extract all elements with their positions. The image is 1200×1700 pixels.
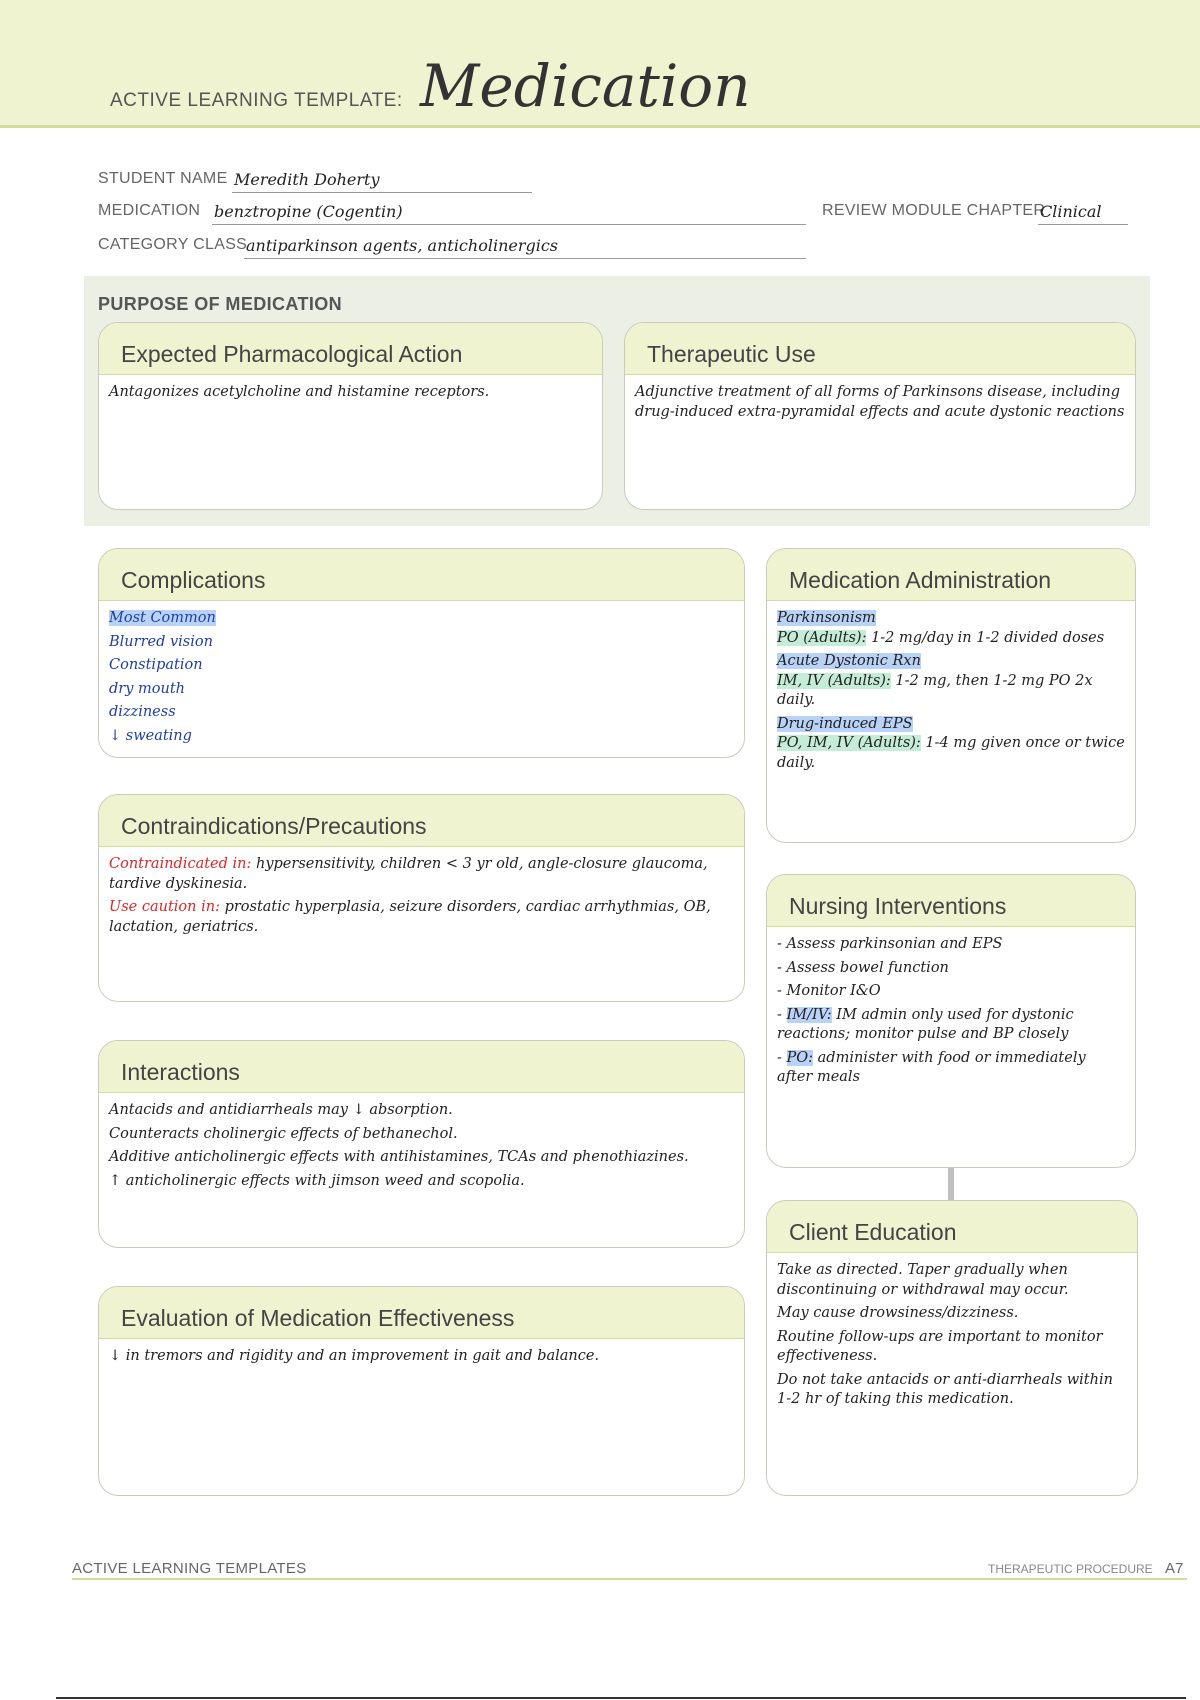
student-name-line: [232, 192, 532, 193]
client-education-card: [766, 1200, 1138, 1496]
nursing-body[interactable]: - Assess parkinsonian and EPS - Assess bowel function - Monitor I&O - IM/IV: IM admin only used for dystonic reactions; monitor pulse and BP closely - PO: administer with food or immediately after meals: [767, 927, 1135, 1100]
complication-item: dizziness: [109, 704, 176, 721]
footer-divider: [72, 1578, 1187, 1580]
interaction-line: ↑ anticholinergic effects with jimson weed and scopolia.: [109, 1172, 525, 1189]
nursing-card: [766, 874, 1136, 1168]
caution-label: Use caution in:: [109, 899, 220, 916]
interactions-title: Interactions: [99, 1041, 744, 1093]
review-module-label: REVIEW MODULE CHAPTER: [822, 202, 1046, 219]
interaction-line: Antacids and antidiarrheals may ↓ absorption.: [109, 1102, 453, 1118]
education-line: Take as directed. Taper gradually when discontinuing or withdrawal may occur.: [777, 1262, 1069, 1298]
admin-dose: 1-2 mg/day in 1-2 divided doses: [871, 629, 1105, 646]
therapeutic-use-title: Therapeutic Use: [625, 323, 1135, 375]
medication-label: MEDICATION: [98, 202, 201, 219]
category-class-field[interactable]: antiparkinson agents, anticholinergics: [246, 236, 559, 255]
admin-route: IM, IV (Adults):: [777, 672, 891, 689]
complication-item: Blurred vision: [109, 633, 213, 650]
client-education-body[interactable]: [767, 1253, 1137, 1422]
footer-left-label: ACTIVE LEARNING TEMPLATES: [72, 1560, 307, 1577]
therapeutic-use-text[interactable]: Adjunctive treatment of all forms of Parkinsons disease, including drug-induced extra-pyramidal effects and acute dystonic reactions: [635, 384, 1125, 420]
footer-code: A7: [1165, 1560, 1184, 1577]
nursing-item: - Assess parkinsonian and EPS: [777, 936, 1003, 952]
contraindicated-label: Contraindicated in:: [109, 856, 252, 872]
category-class-line: [244, 258, 806, 259]
admin-section-heading: Drug-induced EPS: [777, 715, 913, 732]
connector-line: [948, 1168, 954, 1202]
complication-item: ↓ sweating: [109, 727, 192, 744]
category-class-label: CATEGORY CLASS: [98, 236, 248, 253]
admin-section-heading: Parkinsonism: [777, 610, 876, 626]
expected-action-card: [98, 322, 603, 510]
page-title: Medication: [420, 52, 751, 120]
medication-line: [212, 224, 806, 225]
nursing-im-label: IM/IV:: [786, 1006, 832, 1023]
review-module-line: [1038, 224, 1128, 225]
client-education-title: Client Education: [767, 1201, 1137, 1253]
expected-action-text[interactable]: Antagonizes acetylcholine and histamine receptors.: [109, 384, 490, 400]
admin-section-heading: Acute Dystonic Rxn: [777, 653, 921, 670]
medication-field[interactable]: benztropine (Cogentin): [214, 202, 403, 221]
nursing-item: - Monitor I&O: [777, 983, 881, 1000]
education-line: May cause drowsiness/dizziness.: [777, 1305, 1019, 1322]
education-line: Do not take antacids or anti-diarrheals within 1-2 hr of taking this medication.: [777, 1371, 1113, 1408]
template-label: ACTIVE LEARNING TEMPLATE:: [110, 90, 403, 111]
header-band: [0, 0, 1200, 128]
evaluation-text[interactable]: ↓ in tremors and rigidity and an improvement in gait and balance.: [109, 1348, 600, 1364]
nursing-im-text: IM admin only used for dystonic reactions; monitor pulse and BP closely: [777, 1006, 1074, 1043]
bottom-rule: [56, 1697, 1186, 1699]
review-module-field[interactable]: Clinical: [1040, 202, 1102, 221]
complications-body[interactable]: [99, 601, 744, 758]
caution-text: prostatic hyperplasia, seizure disorders, cardiac arrhythmias, OB, lactation, geriatrics.: [109, 899, 711, 935]
admin-route: PO (Adults):: [777, 629, 867, 646]
admin-dose: 1-2 mg, then 1-2 mg PO 2x daily.: [777, 672, 1093, 709]
interactions-body[interactable]: [99, 1093, 744, 1203]
admin-route: PO, IM, IV (Adults):: [777, 735, 921, 752]
therapeutic-use-card: [624, 322, 1136, 510]
contraindications-title: Contraindications/Precautions: [99, 795, 744, 847]
admin-dose: 1-4 mg given once or twice daily.: [777, 735, 1125, 771]
education-line: Routine follow-ups are important to monitor effectiveness.: [777, 1328, 1103, 1365]
student-name-field[interactable]: Meredith Doherty: [234, 170, 380, 189]
contraindications-card: [98, 794, 745, 1002]
nursing-title: Nursing Interventions: [767, 875, 1135, 927]
complication-item: Constipation: [109, 657, 203, 674]
complication-item: dry mouth: [109, 680, 185, 697]
administration-title: Medication Administration: [767, 549, 1135, 601]
evaluation-title: Evaluation of Medication Effectiveness: [99, 1287, 744, 1339]
nursing-po-text: administer with food or immediately after meals: [777, 1049, 1086, 1086]
complications-heading: Most Common: [109, 610, 216, 626]
contraindications-body[interactable]: [99, 847, 744, 949]
purpose-heading: PURPOSE OF MEDICATION: [98, 294, 343, 314]
expected-action-title: Expected Pharmacological Action: [99, 323, 602, 375]
evaluation-card: [98, 1286, 745, 1496]
nursing-po-label: PO:: [786, 1049, 814, 1066]
interactions-card: [98, 1040, 745, 1248]
nursing-item: - Assess bowel function: [777, 959, 949, 976]
footer-right-label: THERAPEUTIC PROCEDURE: [988, 1562, 1153, 1576]
interaction-line: Counteracts cholinergic effects of bethanechol.: [109, 1125, 458, 1142]
contraindicated-text: hypersensitivity, children < 3 yr old, angle-closure glaucoma, tardive dyskinesia.: [109, 856, 708, 892]
complications-card: [98, 548, 745, 758]
complications-title: Complications: [99, 549, 744, 601]
administration-body[interactable]: [767, 601, 1135, 786]
administration-card: [766, 548, 1136, 843]
student-name-label: STUDENT NAME: [98, 170, 228, 187]
interaction-line: Additive anticholinergic effects with antihistamines, TCAs and phenothiazines.: [109, 1149, 689, 1166]
